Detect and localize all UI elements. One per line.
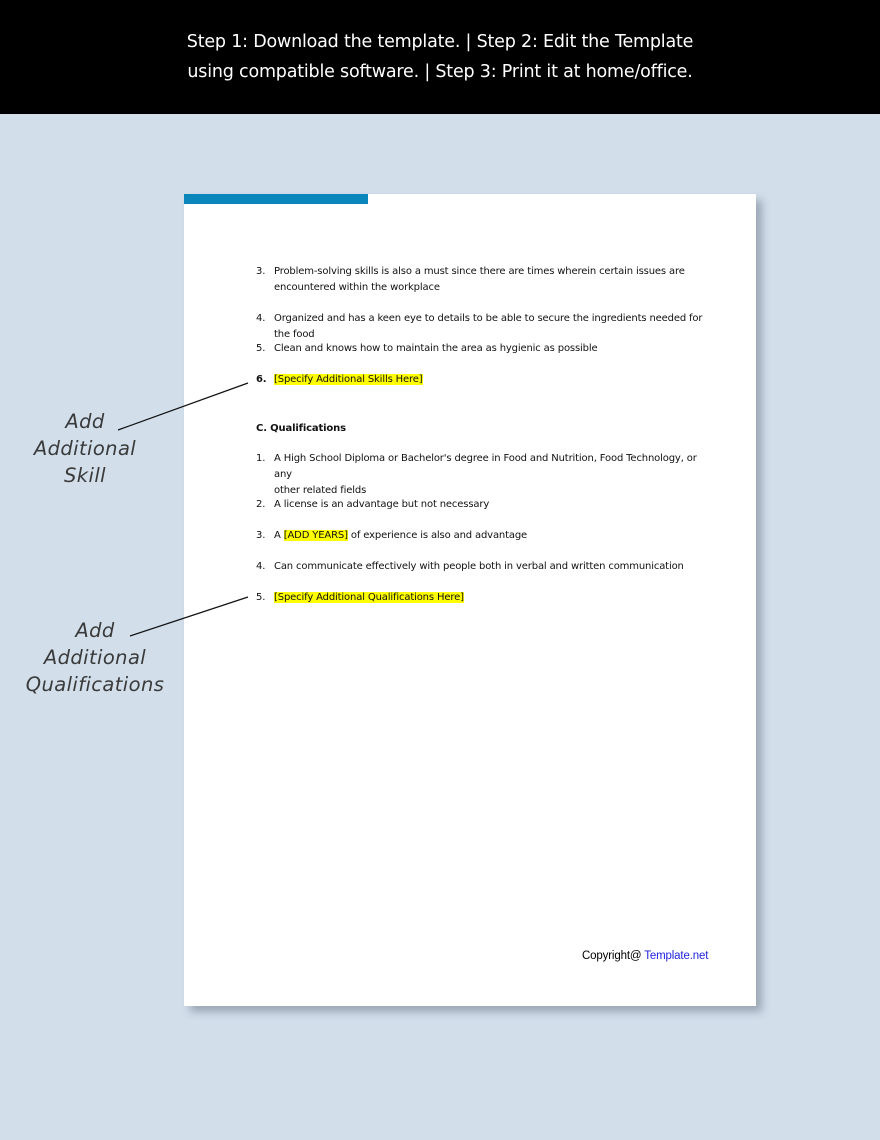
list-item-text: other related fields <box>274 485 367 496</box>
list-item-text: A High School Diploma or Bachelor's degree in Food and Nutrition, Food Technology, or any <box>274 453 697 480</box>
callout-line-2: Additional <box>43 646 147 669</box>
additional-qualifications-placeholder[interactable]: [Specify Additional Qualifications Here] <box>274 592 464 603</box>
callout-line-3: Skill <box>64 464 106 487</box>
list-item-text-suffix: of experience is also and advantage <box>347 530 528 541</box>
banner-line-1: Step 1: Download the template. | Step 2: Edit the Template <box>186 32 694 52</box>
list-number: 2. <box>256 499 266 510</box>
callout-line-3: Qualifications <box>25 673 165 696</box>
list-number: 6. <box>256 374 267 385</box>
list-number: 3. <box>256 530 266 541</box>
callout-line-1: Add <box>65 410 105 433</box>
banner-line-2: using compatible software. | Step 3: Print it at home/office. <box>187 62 693 82</box>
list-number: 1. <box>256 453 266 464</box>
list-item-text: Can communicate effectively with people both in verbal and written communication <box>274 561 684 572</box>
additional-skills-placeholder[interactable]: [Specify Additional Skills Here] <box>274 374 423 385</box>
list-number: 5. <box>256 343 266 354</box>
copyright-text: Copyright@ <box>582 950 645 962</box>
copyright-footer <box>582 950 708 962</box>
callout-line-2: Additional <box>33 437 137 460</box>
list-number: 4. <box>256 561 266 572</box>
list-item-text: encountered within the workplace <box>274 282 440 293</box>
add-qualifications-callout <box>18 617 172 698</box>
list-item-text: Problem-solving skills is also a must since there are times wherein certain issues are <box>274 266 685 277</box>
list-item-text-prefix: A <box>274 530 284 541</box>
list-number: 4. <box>256 313 266 324</box>
add-skill-callout <box>20 408 150 489</box>
list-item-text: Clean and knows how to maintain the area as hygienic as possible <box>274 343 598 354</box>
template-net-link[interactable]: Template.net <box>644 950 709 962</box>
list-item-text: A license is an advantage but not necessary <box>274 499 490 510</box>
list-number: 5. <box>256 592 266 603</box>
callout-line-1: Add <box>75 619 115 642</box>
instructions-banner <box>0 0 880 114</box>
document-page <box>184 194 756 1006</box>
list-number: 3. <box>256 266 266 277</box>
page-accent-bar <box>184 194 368 204</box>
add-years-placeholder[interactable]: [ADD YEARS] <box>283 530 348 541</box>
qualifications-heading: C. Qualifications <box>256 423 346 434</box>
list-item-text: Organized and has a keen eye to details to be able to secure the ingredients needed for the food <box>274 313 703 340</box>
